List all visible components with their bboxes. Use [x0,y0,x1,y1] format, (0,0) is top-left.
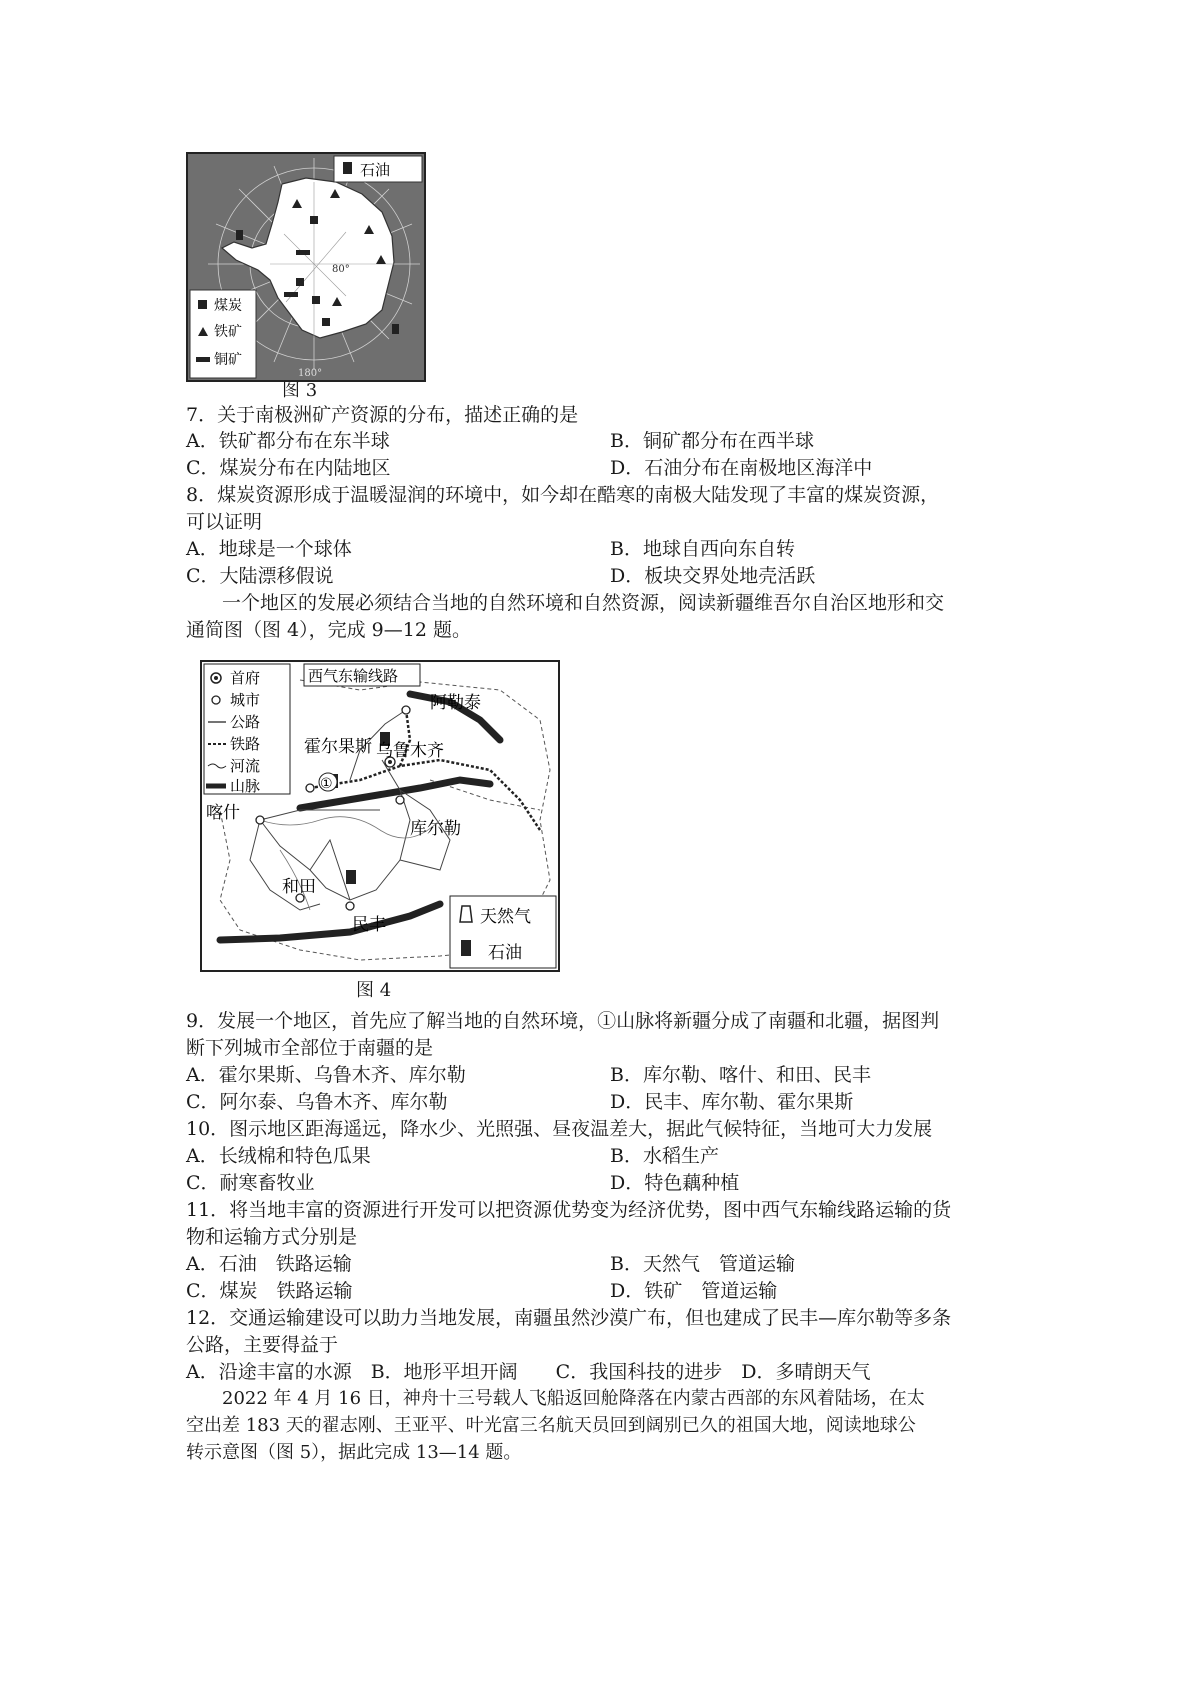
q11-option-a[interactable]: A．石油 铁路运输 [186,1253,352,1275]
oil-marker [392,324,399,334]
city-altay [402,706,410,714]
copper-symbol-icon [196,357,210,362]
q10-option-c[interactable]: C．耐寒畜牧业 [186,1172,315,1194]
q10-stem: 10．图示地区距海遥远，降水少、光照强、昼夜温差大，据此气候特征，当地可大力发展 [186,1118,933,1140]
q9-stem-line1: 9．发展一个地区，首先应了解当地的自然环境，①山脉将新疆分成了南疆和北疆，据图判 [186,1010,940,1032]
fig4-legend-city: 城市 [230,691,261,709]
q10-option-d[interactable]: D．特色藕种植 [610,1172,740,1194]
oil-marker [236,230,243,240]
fig4-city-korla: 库尔勒 [410,819,461,839]
q12-stem-line2: 公路，主要得益于 [186,1334,339,1356]
fig4-city-urumqi: 乌鲁木齐 [376,741,444,761]
q8-option-b[interactable]: B．地球自西向东自转 [610,538,795,560]
fig4-legend-road: 公路 [230,713,261,731]
copper-marker [296,250,310,255]
coal-marker [296,278,304,286]
q11-stem-line2: 物和运输方式分别是 [186,1226,358,1248]
intro2-line3: 转示意图（图 5），据此完成 13—14 题。 [186,1442,522,1463]
fig4-city-altay: 阿勒泰 [430,693,481,713]
fig4-legend-railway: 铁路 [230,735,261,753]
coal-marker [322,318,330,326]
copper-marker [284,292,298,297]
q11-option-b[interactable]: B．天然气 管道运输 [610,1253,795,1275]
coal-marker [312,296,320,304]
q8-option-d[interactable]: D．板块交界处地壳活跃 [610,565,816,587]
city-kashgar [256,816,264,824]
oil-marker [346,870,356,884]
city-horgos [306,784,314,792]
q9-stem-line2: 断下列城市全部位于南疆的是 [186,1037,434,1059]
q7-option-a[interactable]: A．铁矿都分布在东半球 [186,430,390,452]
fig3-legend-coal: 煤炭 [214,298,242,314]
q11-option-d[interactable]: D．铁矿 管道运输 [610,1280,778,1302]
fig4-city-kashgar: 喀什 [206,803,240,823]
city-minfeng [346,902,354,910]
intro2-line1: 2022 年 4 月 16 日，神舟十三号载人飞船返回舱降落在内蒙古西部的东风着陆场，在太 [222,1388,925,1409]
fig4-city-horgos: 霍尔果斯 [304,737,372,757]
intro1-line2: 通简图（图 4），完成 9—12 题。 [186,619,471,641]
q8-option-a[interactable]: A．地球是一个球体 [186,538,352,560]
fig4-legend-river: 河流 [230,757,261,775]
q7-option-c[interactable]: C．煤炭分布在内陆地区 [186,457,391,479]
q9-option-a[interactable]: A．霍尔果斯、乌鲁木齐、库尔勒 [186,1064,466,1086]
q8-stem-line1: 8．煤炭资源形成于温暖湿润的环境中，如今却在酷寒的南极大陆发现了丰富的煤炭资源， [186,484,940,506]
fig3-lon-label: 180° [298,368,323,379]
fig4-pipeline-label: 西气东输线路 [308,667,399,685]
q12-options[interactable]: A．沿途丰富的水源 B．地形平坦开阔 C．我国科技的进步 D．多晴朗天气 [186,1361,871,1383]
city-korla [396,796,404,804]
fig4-city-hotan: 和田 [282,877,316,897]
oil-symbol-icon [461,940,471,956]
q8-option-c[interactable]: C．大陆漂移假说 [186,565,334,587]
fig4-legend-gas: 天然气 [480,907,531,927]
fig3-lat-label: 80° [332,264,350,275]
fig3-oil-label: 石油 [360,161,391,179]
fig4-legend-oil: 石油 [488,943,522,963]
coal-marker [310,216,318,224]
q9-option-d[interactable]: D．民丰、库尔勒、霍尔果斯 [610,1091,854,1113]
fig3-legend-iron: 铁矿 [214,324,242,340]
figure-4-caption: 图 4 [356,980,392,1001]
figure-3-antarctica-map [186,152,426,382]
q10-option-a[interactable]: A．长绒棉和特色瓜果 [186,1145,371,1167]
q11-stem-line1: 11．将当地丰富的资源进行开发可以把资源优势变为经济优势，图中西气东输线路运输的货 [186,1199,952,1221]
intro2-line2: 空出差 183 天的翟志刚、王亚平、叶光富三名航天员回到阔别已久的祖国大地，阅读地球公 [186,1415,916,1436]
coal-symbol-icon [198,300,207,309]
q7-stem: 7．关于南极洲矿产资源的分布，描述正确的是 [186,404,579,426]
q10-option-b[interactable]: B．水稻生产 [610,1145,719,1167]
figure-3-caption: 图 3 [282,380,318,401]
q8-stem-line2: 可以证明 [186,511,263,533]
oil-symbol-icon [343,162,352,174]
intro1-line1: 一个地区的发展必须结合当地的自然环境和自然资源，阅读新疆维吾尔自治区地形和交 [222,592,945,614]
q11-option-c[interactable]: C．煤炭 铁路运输 [186,1280,353,1302]
fig4-city-minfeng: 民丰 [352,915,386,935]
q12-stem-line1: 12．交通运输建设可以助力当地发展，南疆虽然沙漠广布，但也建成了民丰—库尔勒等多条 [186,1307,952,1329]
q7-option-d[interactable]: D．石油分布在南极地区海洋中 [610,457,873,479]
q7-option-b[interactable]: B．铜矿都分布在西半球 [610,430,814,452]
fig4-legend-capital: 首府 [230,669,261,687]
fig3-legend-copper: 铜矿 [214,352,242,368]
q9-option-b[interactable]: B．库尔勒、喀什、和田、民丰 [610,1064,871,1086]
fig4-mountain-marker: ① [320,776,333,792]
q9-option-c[interactable]: C．阿尔泰、乌鲁木齐、库尔勒 [186,1091,448,1113]
figure-4-xinjiang-map [200,660,560,972]
fig4-legend-mountain: 山脉 [230,777,261,795]
